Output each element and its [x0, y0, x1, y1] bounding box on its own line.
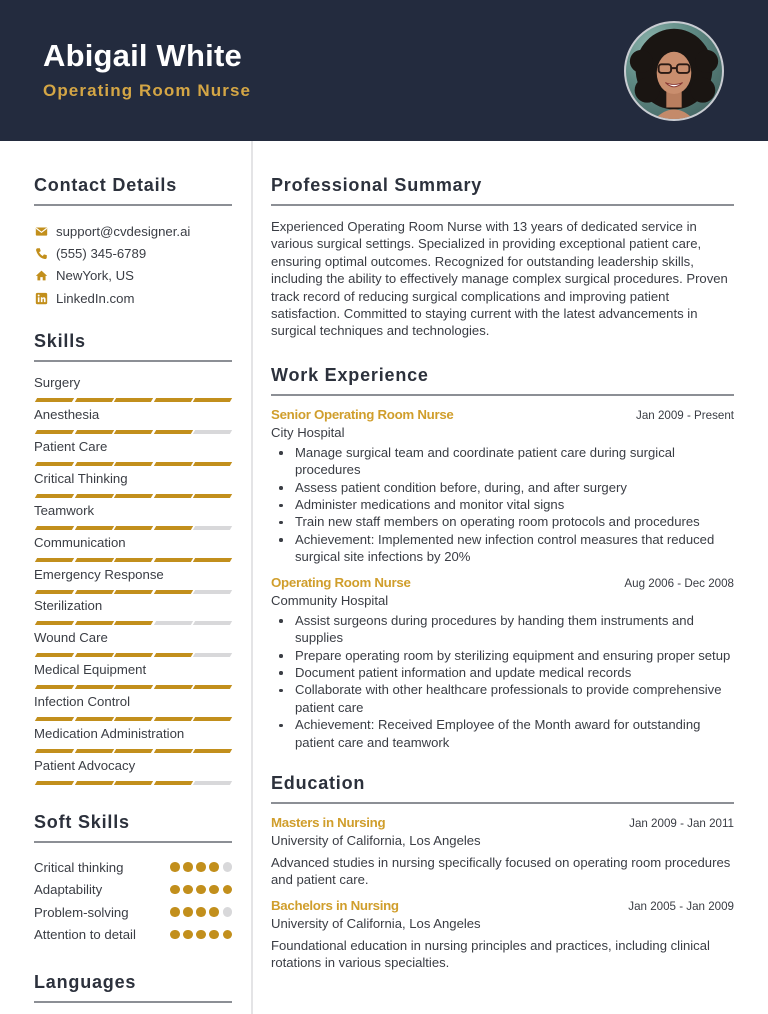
- phone-icon: [34, 246, 48, 260]
- skill-level-bar: [34, 781, 232, 785]
- education-entry: [271, 815, 734, 889]
- school-name: University of California, Los Angeles: [271, 915, 481, 931]
- skill-level-segment: [153, 781, 192, 785]
- skill-level-segment: [35, 494, 74, 498]
- skill-level-segment: [153, 749, 192, 753]
- skill-item: [34, 598, 232, 630]
- rating-dot-icon: [196, 885, 206, 895]
- work-experience-section: [271, 365, 734, 751]
- column-divider: [251, 141, 253, 1014]
- skill-level-segment: [153, 398, 192, 402]
- skill-level-segment: [74, 494, 113, 498]
- contact-list: [34, 220, 232, 309]
- skill-level-segment: [35, 398, 74, 402]
- rating-dot-icon: [183, 930, 193, 940]
- skill-level-segment: [114, 781, 153, 785]
- skill-level-segment: [193, 590, 232, 594]
- contact-location: [34, 265, 232, 287]
- rating-dot-icon: [209, 930, 219, 940]
- skill-level-segment: [74, 685, 113, 689]
- skill-name: Wound Care: [34, 630, 108, 646]
- skill-level-segment: [35, 590, 74, 594]
- linkedin-text: LinkedIn.com: [56, 290, 135, 306]
- skill-level-segment: [74, 717, 113, 721]
- job-bullets: [271, 444, 734, 566]
- skill-level-segment: [193, 398, 232, 402]
- skill-level-segment: [153, 526, 192, 530]
- skill-level-segment: [74, 653, 113, 657]
- rating-dot-icon: [183, 885, 193, 895]
- degree-description: Foundational education in nursing principles and practices, including clinical rotations in various specialties.: [271, 937, 710, 971]
- skill-item: [34, 567, 232, 599]
- skill-level-segment: [35, 430, 74, 434]
- education-entry: [271, 898, 734, 972]
- skill-level-segment: [153, 717, 192, 721]
- section-title: Languages: [34, 972, 232, 1003]
- profile-photo: [624, 21, 724, 121]
- soft-skill-list: [34, 856, 232, 946]
- skill-level-bar: [34, 558, 232, 562]
- skill-name: Surgery: [34, 375, 81, 391]
- job-bullet: Achievement: Implemented new infection control measures that reduced surgical site infections by 20%: [295, 531, 734, 566]
- skill-level-bar: [34, 685, 232, 689]
- education-section: [271, 773, 734, 972]
- section-title: Work Experience: [271, 365, 734, 396]
- skill-level-segment: [193, 494, 232, 498]
- skills-section: [34, 331, 232, 790]
- skill-level-segment: [74, 526, 113, 530]
- skill-level-segment: [114, 494, 153, 498]
- skill-level-segment: [35, 526, 74, 530]
- soft-skill-item: [34, 856, 232, 879]
- skill-level-segment: [35, 781, 74, 785]
- soft-skill-rating: [170, 907, 232, 917]
- soft-skill-name: Adaptability: [34, 882, 103, 898]
- skill-item: [34, 503, 232, 535]
- skill-level-segment: [114, 685, 153, 689]
- skill-name: Patient Advocacy: [34, 757, 136, 773]
- languages-section: [34, 972, 232, 1014]
- rating-dot-icon: [183, 862, 193, 872]
- degree-date: Jan 2009 - Jan 2011: [629, 816, 734, 830]
- skill-level-segment: [114, 653, 153, 657]
- skill-level-segment: [153, 685, 192, 689]
- contact-email[interactable]: [34, 220, 232, 242]
- soft-skill-name: Critical thinking: [34, 859, 124, 875]
- skill-level-segment: [193, 558, 232, 562]
- skill-level-segment: [193, 781, 232, 785]
- skill-item: [34, 407, 232, 439]
- job-bullets: [271, 612, 734, 751]
- degree-description: Advanced studies in nursing specifically focused on operating room procedures and patient care.: [271, 854, 731, 888]
- skill-level-segment: [193, 749, 232, 753]
- skill-name: Patient Care: [34, 438, 108, 454]
- left-column: [34, 141, 232, 1014]
- job-bullet: Administer medications and monitor vital signs: [295, 496, 734, 513]
- skill-level-segment: [153, 558, 192, 562]
- soft-skill-item: [34, 878, 232, 901]
- rating-dot-icon: [196, 862, 206, 872]
- soft-skill-rating: [170, 862, 232, 872]
- skill-level-segment: [114, 430, 153, 434]
- candidate-role: Operating Room Nurse: [43, 81, 252, 100]
- skill-level-bar: [34, 621, 232, 625]
- email-text: support@cvdesigner.ai: [56, 223, 191, 239]
- skill-level-bar: [34, 653, 232, 657]
- skill-level-segment: [193, 685, 232, 689]
- summary-section: [271, 175, 734, 340]
- soft-skill-item: [34, 901, 232, 924]
- skill-level-segment: [114, 462, 153, 466]
- soft-skill-rating: [170, 930, 232, 940]
- rating-dot-icon: [223, 930, 233, 940]
- rating-dot-icon: [170, 885, 180, 895]
- rating-dot-icon: [223, 862, 233, 872]
- skill-level-segment: [74, 462, 113, 466]
- job-date: Jan 2009 - Present: [636, 408, 734, 422]
- candidate-name: Abigail White: [43, 38, 242, 73]
- rating-dot-icon: [223, 885, 233, 895]
- section-title: Skills: [34, 331, 232, 362]
- degree-title: Bachelors in Nursing: [271, 897, 399, 913]
- section-title: Professional Summary: [271, 175, 734, 206]
- rating-dot-icon: [223, 907, 233, 917]
- skill-level-segment: [114, 590, 153, 594]
- skill-level-segment: [193, 621, 232, 625]
- skill-name: Communication: [34, 534, 126, 550]
- rating-dot-icon: [196, 907, 206, 917]
- rating-dot-icon: [170, 907, 180, 917]
- section-title: Education: [271, 773, 734, 804]
- job-bullet: Prepare operating room by sterilizing equipment and ensuring proper setup: [295, 647, 734, 664]
- skill-name: Critical Thinking: [34, 470, 128, 486]
- soft-skills-section: [34, 812, 232, 946]
- rating-dot-icon: [209, 862, 219, 872]
- skill-name: Infection Control: [34, 694, 131, 710]
- skill-level-segment: [114, 526, 153, 530]
- soft-skill-item: [34, 923, 232, 946]
- skill-name: Medical Equipment: [34, 662, 147, 678]
- skill-item: [34, 726, 232, 758]
- skill-item: [34, 439, 232, 471]
- skill-level-segment: [153, 494, 192, 498]
- skill-level-segment: [35, 462, 74, 466]
- skill-level-segment: [35, 621, 74, 625]
- skill-level-segment: [74, 781, 113, 785]
- skill-item: [34, 630, 232, 662]
- rating-dot-icon: [170, 930, 180, 940]
- skill-level-bar: [34, 430, 232, 434]
- soft-skill-name: Problem-solving: [34, 904, 129, 920]
- person-portrait-icon: [626, 23, 722, 119]
- degree-date: Jan 2005 - Jan 2009: [628, 899, 734, 913]
- home-icon: [34, 269, 48, 283]
- location-text: NewYork, US: [56, 268, 134, 284]
- section-title: Contact Details: [34, 175, 232, 206]
- skill-level-bar: [34, 526, 232, 530]
- degree-title: Masters in Nursing: [271, 814, 386, 830]
- skill-item: [34, 471, 232, 503]
- skill-level-segment: [74, 590, 113, 594]
- skill-item: [34, 758, 232, 790]
- linkedin-icon: [34, 291, 48, 305]
- skill-level-bar: [34, 462, 232, 466]
- skill-level-segment: [114, 398, 153, 402]
- job-bullet: Train new staff members on operating room protocols and procedures: [295, 513, 734, 530]
- skill-item: [34, 662, 232, 694]
- skill-name: Anesthesia: [34, 407, 100, 423]
- skill-level-segment: [114, 717, 153, 721]
- right-column: [271, 141, 734, 972]
- rating-dot-icon: [183, 907, 193, 917]
- skill-level-segment: [193, 462, 232, 466]
- skill-level-bar: [34, 749, 232, 753]
- skill-level-segment: [35, 558, 74, 562]
- skill-item: [34, 694, 232, 726]
- skill-level-segment: [153, 621, 192, 625]
- skill-level-segment: [193, 653, 232, 657]
- skill-level-segment: [114, 621, 153, 625]
- skill-level-bar: [34, 717, 232, 721]
- contact-phone[interactable]: [34, 242, 232, 264]
- skill-level-segment: [153, 462, 192, 466]
- skill-level-segment: [153, 653, 192, 657]
- skill-item: [34, 535, 232, 567]
- skill-level-segment: [35, 685, 74, 689]
- summary-text: Experienced Operating Room Nurse with 13 years of dedicated service in various surgical settings. Specialized in providing exceptional patient care, ensuring optimal outcomes. Recognized for outstanding leadership skills, including the ability to effectively manage complex surgical procedures. Proven track record of reducing surgical complications and improving patient satisfaction. Committed to staying current with the latest advancements in surgical techniques and technologies.: [271, 219, 728, 339]
- skill-level-segment: [35, 749, 74, 753]
- rating-dot-icon: [170, 862, 180, 872]
- school-name: University of California, Los Angeles: [271, 832, 481, 848]
- skill-name: Emergency Response: [34, 566, 164, 582]
- job-entry: [271, 575, 734, 751]
- skill-level-bar: [34, 494, 232, 498]
- skill-name: Teamwork: [34, 502, 95, 518]
- skill-level-segment: [35, 717, 74, 721]
- job-title: Operating Room Nurse: [271, 574, 411, 590]
- job-bullet: Achievement: Received Employee of the Month award for outstanding patient care and teamwork: [295, 716, 734, 751]
- contact-section: [34, 175, 232, 309]
- job-entry: [271, 407, 734, 566]
- skill-level-segment: [153, 590, 192, 594]
- job-bullet: Document patient information and update medical records: [295, 664, 734, 681]
- job-employer: Community Hospital: [271, 592, 389, 608]
- job-employer: City Hospital: [271, 424, 345, 440]
- rating-dot-icon: [209, 885, 219, 895]
- job-bullet: Assess patient condition before, during, and after surgery: [295, 479, 734, 496]
- contact-linkedin[interactable]: [34, 287, 232, 309]
- skill-level-bar: [34, 590, 232, 594]
- rating-dot-icon: [209, 907, 219, 917]
- job-bullet: Assist surgeons during procedures by handing them instruments and supplies: [295, 612, 734, 647]
- skill-level-segment: [114, 749, 153, 753]
- soft-skill-name: Attention to detail: [34, 927, 136, 943]
- job-bullet: Manage surgical team and coordinate patient care during surgical procedures: [295, 444, 734, 479]
- resume-header: [0, 0, 768, 141]
- skill-name: Medication Administration: [34, 725, 185, 741]
- section-title: Soft Skills: [34, 812, 232, 843]
- skill-level-segment: [74, 430, 113, 434]
- skill-list: [34, 375, 232, 790]
- envelope-icon: [34, 224, 48, 238]
- job-bullet: Collaborate with other healthcare professionals to provide comprehensive patient care: [295, 681, 734, 716]
- skill-level-segment: [74, 749, 113, 753]
- skill-level-segment: [74, 398, 113, 402]
- skill-level-segment: [74, 621, 113, 625]
- skill-name: Sterilization: [34, 598, 103, 614]
- rating-dot-icon: [196, 930, 206, 940]
- soft-skill-rating: [170, 885, 232, 895]
- phone-text: (555) 345-6789: [56, 245, 147, 261]
- job-title: Senior Operating Room Nurse: [271, 406, 454, 422]
- skill-level-segment: [193, 717, 232, 721]
- skill-level-segment: [193, 526, 232, 530]
- job-date: Aug 2006 - Dec 2008: [624, 576, 734, 590]
- skill-level-bar: [34, 398, 232, 402]
- skill-item: [34, 375, 232, 407]
- skill-level-segment: [193, 430, 232, 434]
- skill-level-segment: [153, 430, 192, 434]
- skill-level-segment: [74, 558, 113, 562]
- skill-level-segment: [114, 558, 153, 562]
- skill-level-segment: [35, 653, 74, 657]
